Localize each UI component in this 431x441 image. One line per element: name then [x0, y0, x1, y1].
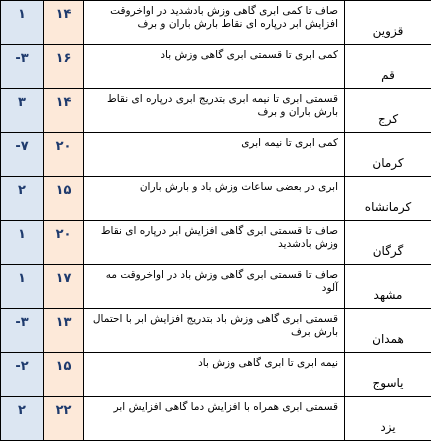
forecast-description-cell: صاف تا قسمتی ابری گاهی وزش باد در اواخروقت مه آلود: [84, 265, 345, 309]
max-temperature-cell: ۱۷: [44, 265, 84, 309]
max-temperature-cell: ۱۵: [44, 177, 84, 221]
forecast-description-cell: قسمتی ابری گاهی وزش باد بتدریج افزایش ابر با احتمال بارش برف: [84, 309, 345, 353]
forecast-description-cell: قسمتی ابری همراه با افزایش دما گاهی افزایش ابر: [84, 397, 345, 441]
forecast-description-cell: کمی ابری تا قسمتی ابری گاهی وزش باد: [84, 45, 345, 89]
city-name-cell: گرگان: [345, 221, 431, 265]
max-temperature-cell: ۲۰: [44, 133, 84, 177]
city-name-cell: کرج: [345, 89, 431, 133]
city-name-cell: کرمانشاه: [345, 177, 431, 221]
max-temperature-cell: ۱۶: [44, 45, 84, 89]
table-row: [1, 309, 431, 353]
table-row: [1, 89, 431, 133]
table-row: [1, 265, 431, 309]
max-temperature-cell: ۲۰: [44, 221, 84, 265]
city-name-cell: مشهد: [345, 265, 431, 309]
min-temperature-cell: -۳: [1, 45, 44, 89]
forecast-description-cell: کمی ابری تا نیمه ابری: [84, 133, 345, 177]
table-row: [1, 177, 431, 221]
max-temperature-cell: ۱۵: [44, 353, 84, 397]
weather-table-body: [1, 1, 431, 441]
min-temperature-cell: ۲: [1, 177, 44, 221]
forecast-description-cell: ابری در بعضی ساعات وزش باد و بارش باران: [84, 177, 345, 221]
table-row: [1, 397, 431, 441]
forecast-description-cell: صاف تا کمی ابری گاهی وزش بادشدید در اواخروقت افزایش ابر درپاره ای نقاط بارش باران و برف: [84, 1, 345, 45]
table-row: [1, 1, 431, 45]
city-name-cell: همدان: [345, 309, 431, 353]
table-row: [1, 221, 431, 265]
city-name-cell: یزد: [345, 397, 431, 441]
max-temperature-cell: ۲۲: [44, 397, 84, 441]
min-temperature-cell: ۱: [1, 221, 44, 265]
forecast-description-cell: صاف تا قسمتی ابری گاهی افزایش ابر درپاره ای نقاط وزش بادشدید: [84, 221, 345, 265]
city-name-cell: قم: [345, 45, 431, 89]
table-row: [1, 133, 431, 177]
city-name-cell: کرمان: [345, 133, 431, 177]
city-name-cell: یاسوج: [345, 353, 431, 397]
table-row: [1, 45, 431, 89]
forecast-description-cell: قسمتی ابری تا نیمه ابری بتدریج ابری درپاره ای نقاط بارش باران و برف: [84, 89, 345, 133]
min-temperature-cell: -۲: [1, 353, 44, 397]
min-temperature-cell: ۲: [1, 397, 44, 441]
min-temperature-cell: ۱: [1, 265, 44, 309]
min-temperature-cell: ۳: [1, 89, 44, 133]
min-temperature-cell: -۳: [1, 309, 44, 353]
min-temperature-cell: ۱: [1, 1, 44, 45]
max-temperature-cell: ۱۳: [44, 309, 84, 353]
max-temperature-cell: ۱۴: [44, 1, 84, 45]
max-temperature-cell: ۱۴: [44, 89, 84, 133]
city-name-cell: قزوین: [345, 1, 431, 45]
min-temperature-cell: -۷: [1, 133, 44, 177]
table-row: [1, 353, 431, 397]
forecast-description-cell: نیمه ابری تا ابری گاهی وزش باد: [84, 353, 345, 397]
